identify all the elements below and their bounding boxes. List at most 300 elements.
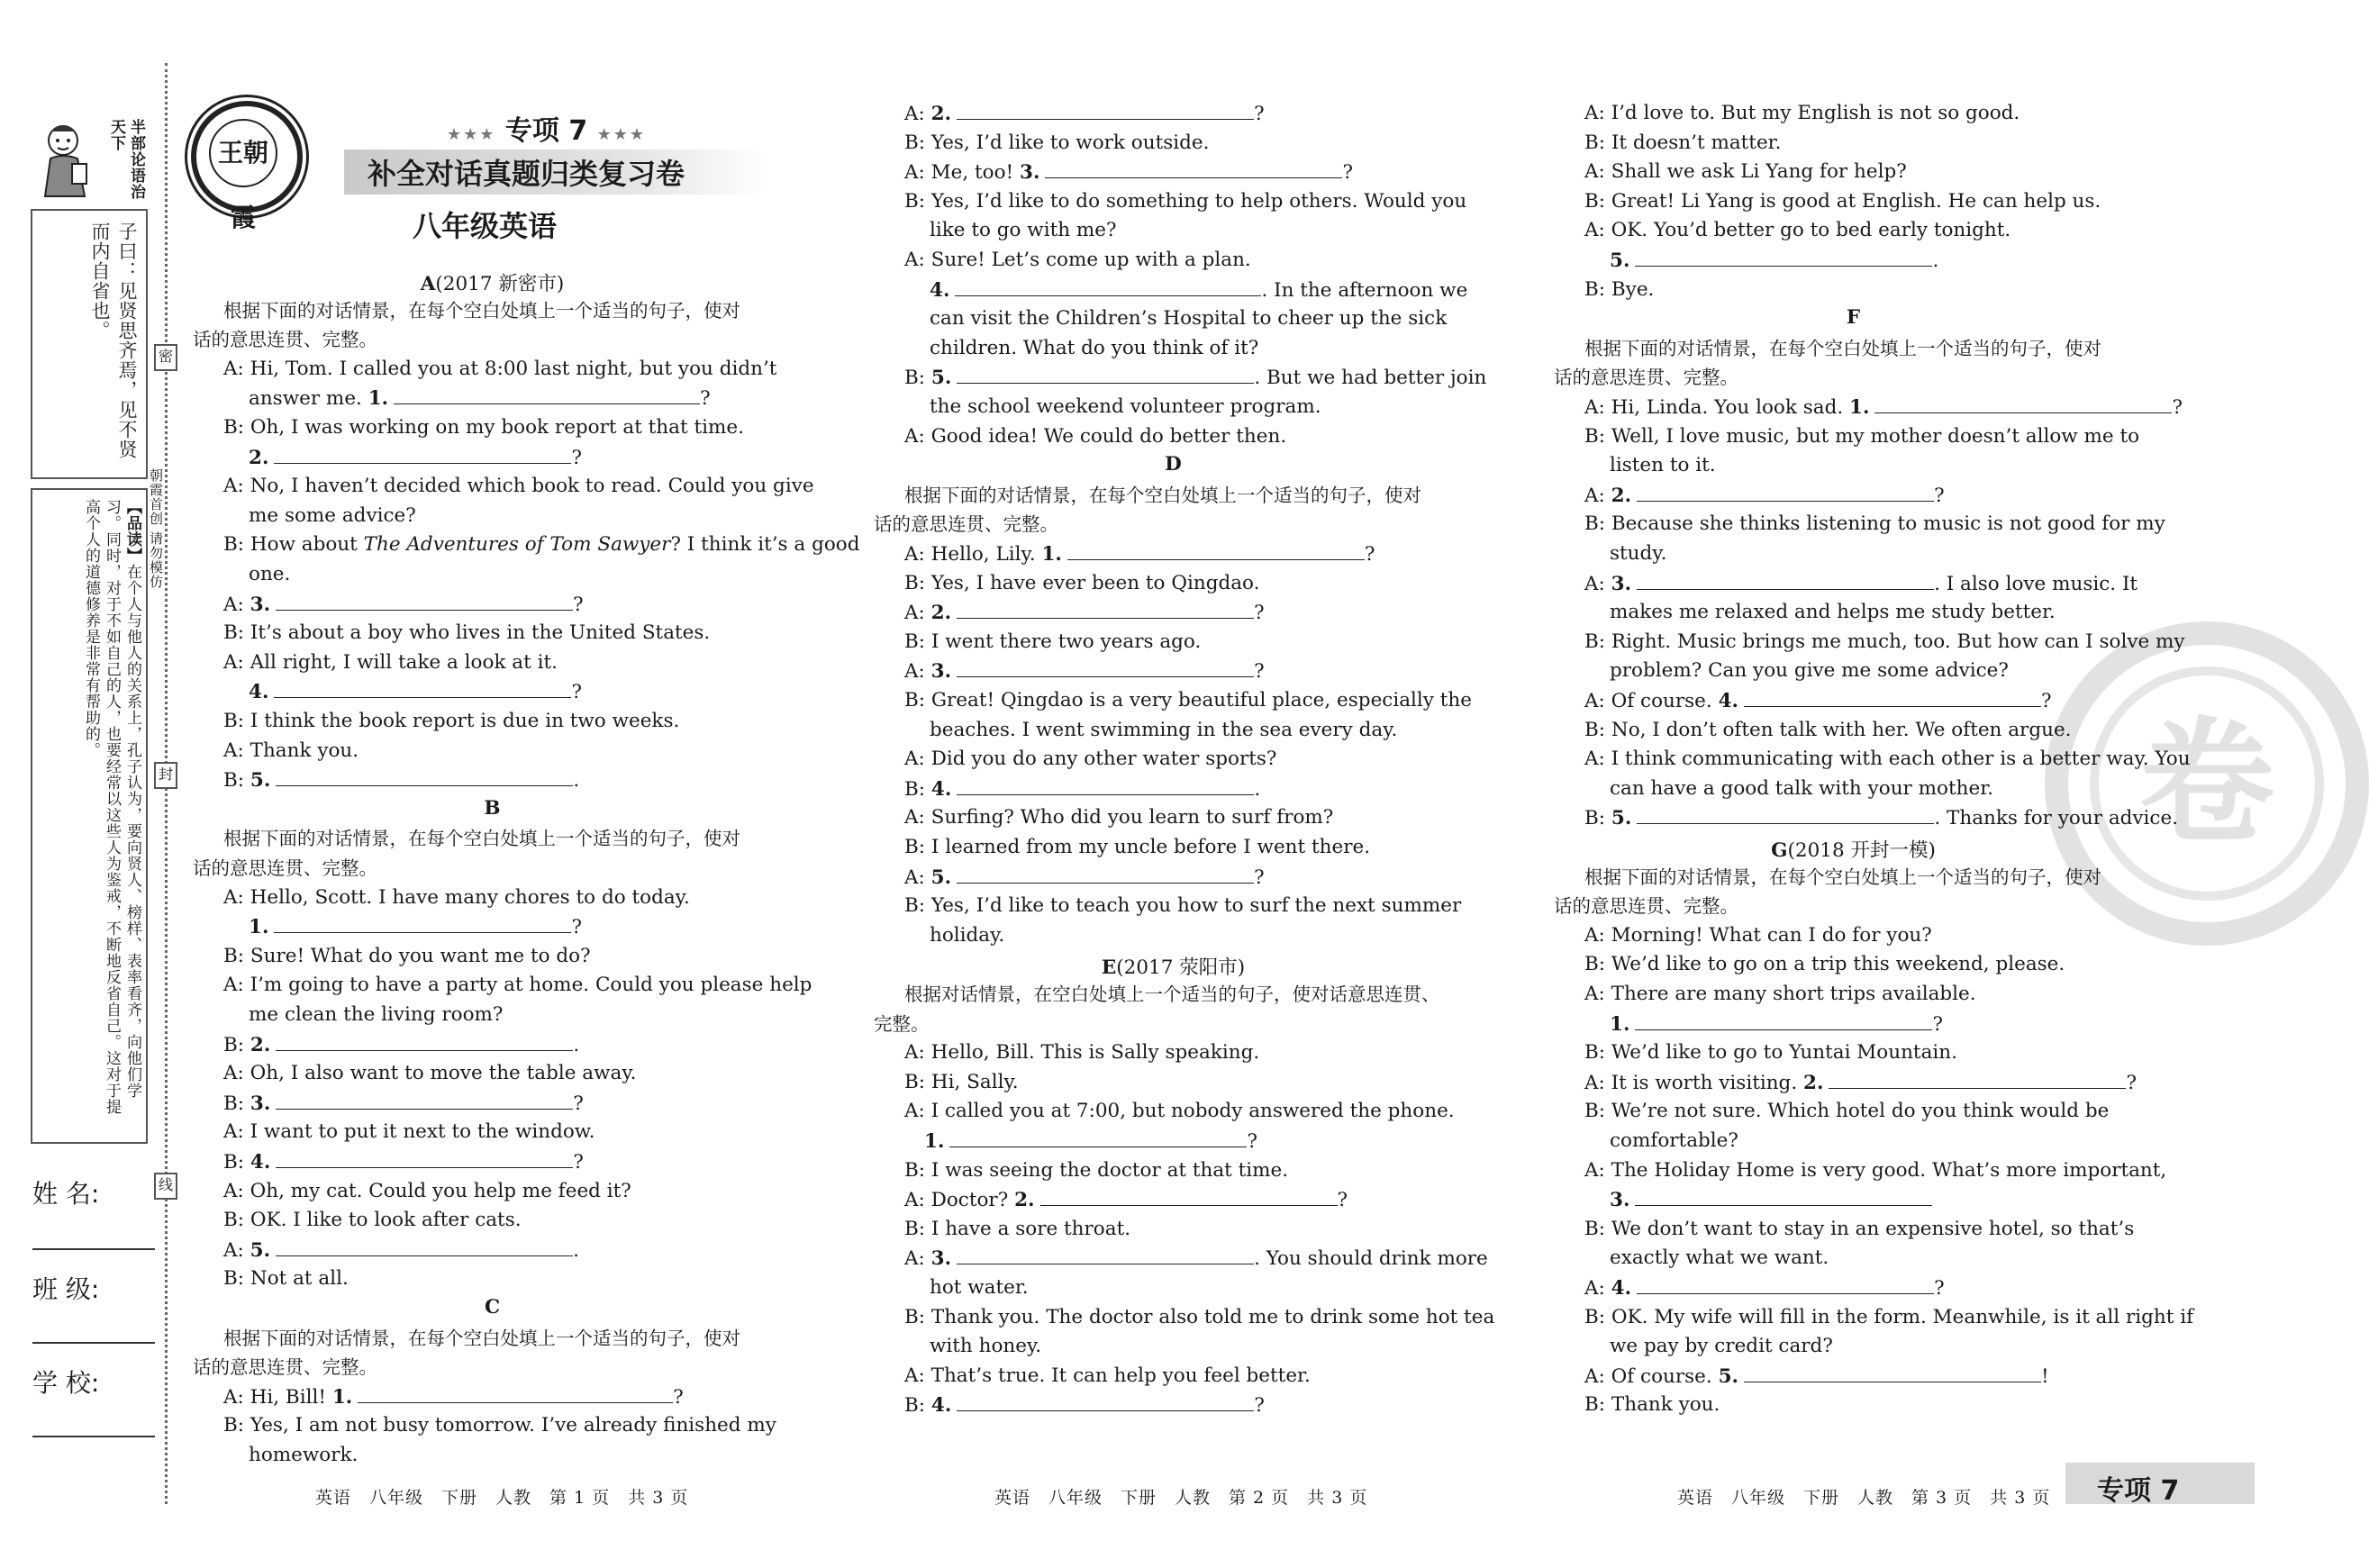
dialogue-line [1584,923,1932,948]
dialogue-text: me clean the living room? [249,1003,504,1026]
answer-blank[interactable] [1040,1187,1338,1206]
blank-number: 5. [1610,249,1630,272]
dialogue-line [930,336,1258,361]
dialogue-line [904,1392,1265,1418]
school-field-label: 学 校: [32,1368,100,1398]
dialogue-text: B: Bye. [1584,277,1655,301]
dialogue-text: A: [1584,572,1611,595]
dialogue-line [1584,1217,2134,1242]
dialogue-line [223,739,359,764]
dialogue-line [223,1208,522,1233]
dialogue-line [223,1237,579,1264]
answer-blank[interactable] [1744,688,2041,707]
answer-blank[interactable] [949,1128,1247,1147]
blank-number: 5. [930,866,952,889]
instruction-line: 根据下面的对话情景，在每个空白处填上一个适当的句子，使对 [1584,337,2101,359]
dialogue-text: A: [904,660,931,684]
dialogue-text: A: Oh, my cat. Could you help me feed it? [223,1179,631,1202]
footer-page-2: 英语 八年级 下册 人教 第 2 页 共 3 页 [994,1488,1368,1508]
dialogue-text: ? [1364,543,1375,566]
dialogue-text: ? [2172,396,2183,419]
dialogue-text: B: Oh, I was working on my book report at that time. [223,416,744,439]
dialogue-line [1584,189,2101,214]
dialogue-text: homework. [249,1444,359,1466]
dialogue-text: study. [1610,542,1667,565]
blank-number: 4. [1611,1277,1632,1300]
dialogue-line [924,1128,1257,1155]
answer-blank[interactable] [394,385,700,404]
dialogue-text: comfortable? [1610,1129,1738,1152]
dialogue-text: hot water. [930,1276,1029,1299]
dialogue-line [1584,101,2020,126]
dialogue-line [249,1443,358,1468]
section-letter: D [1165,453,1182,476]
stars-right-icon: ★★★ [596,125,647,144]
answer-blank[interactable] [274,679,571,698]
brand-logo-text: 王朝霞 [209,119,277,187]
dialogue-text: A: Hello, Scott. I have many chores to do today. [223,885,690,909]
dialogue-line [1584,688,2052,714]
section-heading [1554,306,2153,329]
dialogue-text: A: Of course. [1584,690,1719,712]
blank-number: 1. [1610,1012,1630,1036]
dialogue-line [904,541,1375,567]
answer-blank[interactable] [358,1384,673,1403]
dialogue-text: A: Morning! What can I do for you? [1584,923,1932,947]
section-heading [193,797,792,820]
dialogue-line [904,424,1286,449]
dialogue-text: ? [1934,484,1945,507]
page-subtitle: 八年级英语 [413,209,558,243]
dialogue-text: A: [904,1247,931,1271]
answer-blank[interactable] [276,1091,573,1110]
dialogue-text: A: [904,602,931,625]
footer-page-3: 英语 八年级 下册 人教 第 3 页 共 3 页 [1677,1488,2051,1508]
dialogue-text: A: All right, I will take a look at it. [223,650,558,674]
dialogue-text: ? [1337,1189,1348,1212]
dialogue-text: A: Hello, Bill. This is Sally speaking. [904,1041,1260,1065]
dialogue-text: B: We’re not sure. Which hotel do you think would be [1584,1100,2110,1123]
dialogue-line [930,1334,1041,1359]
dialogue-text: B: Thank you. The doctor also told me to drink some hot tea [904,1305,1495,1328]
answer-blank[interactable] [957,865,1254,884]
footer-page-1: 英语 八年级 下册 人教 第 1 页 共 3 页 [315,1488,689,1508]
blank-number: 5. [1611,807,1632,830]
dialogue-text: B: [1584,807,1611,830]
dialogue-line [1584,747,2191,772]
dialogue-line [1610,600,2056,625]
dialogue-text: A: I’d love to. But my English is not so good. [1584,102,2020,124]
dialogue-line [930,394,1321,420]
dialogue-line [223,592,584,618]
dialogue-text: the school weekend volunteer program. [930,395,1321,418]
section-heading [874,453,1473,476]
dialogue-text: like to go with me? [930,219,1117,242]
reading-box [31,488,148,1144]
dialogue-line [904,1187,1348,1213]
dialogue-line [904,747,1276,772]
seal-char-3: 线 [154,1173,177,1200]
dialogue-text: ? [571,916,582,939]
brand-vertical: 朝霞首创 请勿模仿 [148,468,164,589]
reading-text: 在个人与他人的关系上，孔子认为，要向贤人、榜样、表率看齐，向他们学习。同时，对于不如自己的人，也要经常以这些人为鉴戒，不断地反省自己。这对于提高个人的道德修养是非常有帮助的。 [82,499,141,1115]
dialogue-line [904,1099,1455,1124]
answer-blank[interactable] [1874,394,2172,413]
dialogue-line [1610,541,1666,566]
answer-blank[interactable] [274,445,571,464]
blank-number: 3. [930,660,952,684]
dialogue-text: B: [904,777,931,801]
dialogue-text: B: [223,769,250,793]
instruction-line: 根据下面的对话情景，在每个空白处填上一个适当的句子，使对 [1584,866,2101,888]
dialogue-line [904,805,1333,830]
dialogue-line [930,277,1467,304]
dialogue-text: . [573,1033,580,1056]
dialogue-text: can visit the Children’s Hospital to cheer up the sick [930,307,1448,331]
instruction-line: 根据对话情景，在空白处填上一个适当的句子，使对话意思连贯、 [904,983,1440,1005]
dialogue-text: . [1932,249,1939,272]
dialogue-line [223,767,579,793]
dialogue-text: A: Hi, Tom. I called you at 8:00 last night, but you didn’t [223,357,777,380]
dialogue-line [223,1091,584,1117]
blank-number: 5. [1718,1364,1739,1388]
dialogue-line [930,218,1117,243]
instruction-line: 完整。 [874,1012,930,1035]
dialogue-text: A: [223,1238,250,1262]
dialogue-text: A: That’s true. It can help you feel better. [904,1364,1311,1387]
dialogue-text: . [573,1238,579,1262]
dialogue-line [1584,1099,2109,1124]
dialogue-line [904,1246,1488,1272]
dialogue-line [1584,1364,2049,1390]
answer-blank[interactable] [1635,248,1932,267]
blank-number: 4. [930,278,950,302]
blank-number: 1. [1041,543,1062,566]
dialogue-text: A: The Holiday Home is very good. What’s more important, [1584,1158,2167,1182]
dialogue-text: B: Yes, I’d like to do something to help others. Would you [904,189,1467,213]
dialogue-text: ? [1932,1012,1943,1036]
dialogue-text: B: It doesn’t matter. [1584,131,1782,154]
dialogue-text: B: Yes, I’d like to work outside. [904,131,1210,154]
dialogue-line [904,600,1265,626]
instruction-line: 根据下面的对话情景，在每个空白处填上一个适当的句子，使对 [904,484,1421,506]
dialogue-line [223,474,814,499]
dialogue-text: A: I want to put it next to the window. [223,1120,595,1144]
answer-blank[interactable] [957,658,1254,677]
blank-number: 2. [1611,484,1632,507]
dialogue-text: A: Good idea! We could do better then. [904,424,1287,448]
dialogue-line [1584,805,2178,831]
dialogue-line [223,885,690,911]
section-letter: A [420,273,436,295]
section-source: (2018 开封一模) [1787,839,1936,862]
answer-blank[interactable] [276,1237,573,1256]
dialogue-text: . I also love music. It [1934,572,2138,595]
dialogue-text: B: Sure! What do you want me to do? [223,944,591,967]
dialogue-line [904,776,1260,802]
dialogue-line [1610,248,1938,274]
blank-number: 3. [930,1247,952,1271]
blank-number: 3. [250,593,271,616]
dialogue-text: ? [571,681,582,704]
dialogue-line [1584,982,1976,1007]
dialogue-text: B: OK. I like to look after cats. [223,1209,522,1232]
dialogue-text: B: Because she thinks listening to music is not good for my [1584,512,2165,536]
instruction-line: 话的意思连贯、完整。 [193,1356,377,1379]
dialogue-text: B: Yes, I’d like to teach you how to surf the next summer [904,894,1462,918]
blank-number: 4. [930,777,952,801]
dialogue-text: B: Right. Music brings me much, too. But how can I solve my [1584,630,2185,653]
answer-blank[interactable] [1637,571,1934,590]
answer-blank[interactable] [957,1246,1254,1264]
quote-box [31,209,148,479]
dialogue-line [223,1119,595,1145]
blank-number: 1. [249,916,269,939]
dialogue-text: we pay by credit card? [1610,1335,1833,1358]
dialogue-line [1610,1011,1943,1038]
dialogue-text: A: OK. You’d better go to bed early tonight. [1584,219,2011,242]
answer-blank[interactable] [276,1032,573,1051]
dialogue-text: ? [1254,866,1265,889]
dialogue-text: A: Of course. [1584,1364,1719,1388]
dialogue-line [223,415,744,440]
dialogue-line [904,101,1265,127]
project-text: 专项 7 [504,115,588,147]
dialogue-text: B: [223,1033,250,1056]
section-letter: G [1771,839,1788,862]
dialogue-line [930,923,1004,948]
dialogue-text: B: Yes, I am not busy tomorrow. I’ve already finished my [223,1414,776,1437]
dialogue-line [904,1040,1259,1065]
dialogue-text: B: I think the book report is due in two weeks. [223,710,680,732]
section-letter: F [1846,306,1861,330]
dialogue-text: exactly what we want. [1610,1246,1829,1270]
dialogue-line [930,306,1447,331]
answer-blank[interactable] [1637,483,1934,502]
dialogue-text: . In the afternoon we [1261,278,1468,302]
dialogue-line [223,1266,349,1292]
blank-number: 4. [249,681,269,704]
dialogue-text: A: [904,866,931,889]
confucius-quote: 子曰：见贤思齐焉，见不贤而内自省也。 [89,222,138,459]
school-field-line[interactable] [32,1436,155,1437]
answer-blank[interactable] [276,1149,573,1168]
dialogue-text: one. [249,563,291,585]
answer-blank[interactable] [1637,1275,1934,1294]
instruction-line: 话的意思连贯、完整。 [1554,367,1738,389]
dialogue-line [1584,1305,2193,1330]
answer-blank[interactable] [1067,541,1365,560]
dialogue-line [1584,1275,1945,1301]
dialogue-text: ? I think it’s a good [670,533,860,557]
dialogue-line [249,679,582,705]
dialogue-text: A: Shall we ask Li Yang for help? [1584,160,1907,184]
dialogue-line [904,131,1209,156]
dialogue-line [1584,718,2072,743]
dialogue-text: A: No, I haven’t decided which book to read. Could you give [223,475,814,498]
dialogue-text: . [573,769,580,793]
blank-number: 4. [930,1394,952,1418]
dialogue-text: A: Hi, Linda. You look sad. [1584,396,1850,419]
dialogue-text: ? [1254,103,1265,125]
blank-number: 1. [924,1130,945,1153]
motto-vertical: 半部论语治天下 [107,119,145,200]
corner-label: 专项 7 [2097,1475,2180,1507]
dialogue-text: ? [673,1385,684,1409]
dialogue-text: A: [904,103,931,125]
dialogue-line [904,865,1265,891]
dialogue-line [904,1364,1311,1389]
answer-blank[interactable] [1635,1187,1932,1206]
blank-number: 2. [249,446,269,469]
answer-blank[interactable] [955,277,1261,296]
dialogue-text: with honey. [930,1335,1042,1358]
answer-blank[interactable] [1637,805,1934,824]
blank-number: 2. [930,602,952,625]
seal-char-1: 密 [154,344,177,371]
dialogue-line [249,503,416,529]
dialogue-line [1584,131,1781,156]
blank-number: 2. [1014,1189,1035,1212]
dialogue-text: children. What do you think of it? [930,336,1259,359]
answer-blank[interactable] [1829,1070,2126,1089]
section-letter: B [484,796,501,820]
dialogue-line [904,1305,1494,1330]
answer-blank[interactable] [957,365,1254,384]
dialogue-line [1584,1392,1720,1418]
dialogue-line [1584,952,2065,977]
answer-blank[interactable] [1635,1011,1932,1030]
dialogue-line [1584,1158,2166,1183]
dialogue-text: A: Did you do any other water sports? [904,748,1277,771]
section-heading [874,952,1473,980]
blank-number: 2. [1803,1071,1824,1094]
blank-number: 2. [250,1033,271,1056]
blank-number: 5. [250,1238,271,1262]
section-heading [1554,835,2153,863]
dialogue-text: . Thanks for your advice. [1934,807,2179,830]
dialogue-text: makes me relaxed and helps me study better. [1610,601,2056,624]
dialogue-text: A: Doctor? [904,1189,1015,1212]
name-field-line[interactable] [32,1248,155,1250]
seal-char-2: 封 [154,762,177,789]
blank-number: 4. [1718,690,1739,712]
answer-blank[interactable] [957,101,1254,120]
blank-number: 3. [1611,572,1632,595]
secret-stamp-char: 卷 [2090,666,2324,901]
dialogue-text: ? [1254,602,1265,625]
dialogue-line [1610,776,1993,802]
dialogue-text: A: Hi, Bill! [223,1385,332,1409]
dialogue-line [904,688,1472,713]
dialogue-line [223,709,679,734]
answer-blank[interactable] [957,1392,1254,1411]
section-heading [193,268,792,296]
name-field-label: 姓 名: [32,1179,100,1209]
answer-blank[interactable] [274,914,571,933]
dialogue-text: B: Yes, I have ever been to Qingdao. [904,571,1260,594]
dialogue-text: B: [904,1394,931,1418]
dialogue-line [904,1070,1019,1095]
dialogue-line [1584,394,2183,421]
section-letter: E [1101,956,1117,980]
dialogue-text: ? [573,593,584,616]
dialogue-line [1610,453,1716,478]
dialogue-line [904,365,1486,391]
dialogue-text: A: Surfing? Who did you learn to surf from? [904,806,1334,829]
dialogue-text: ? [1934,1277,1945,1300]
answer-blank[interactable] [276,767,573,786]
dialogue-line [904,189,1466,214]
answer-blank[interactable] [1045,159,1342,178]
class-field-line[interactable] [32,1342,155,1344]
dialogue-line [223,621,710,646]
dialogue-text: beaches. I went swimming in the sea every day. [930,718,1398,741]
dialogue-line [904,248,1251,273]
dialogue-line [249,914,582,940]
blank-number: 1. [1849,396,1870,419]
dialogue-line [904,571,1259,596]
confucius-cartoon-icon [36,119,92,196]
dialogue-line [904,835,1370,860]
dialogue-text: holiday. [930,923,1005,947]
blank-number: 5. [930,367,952,390]
blank-number: 5. [250,769,271,793]
dialogue-text: ? [571,446,582,469]
dialogue-text: A: I think communicating with each other is a better way. You [1584,748,2191,771]
dialogue-text: . But we had better join [1254,367,1487,390]
dialogue-text: A: Me, too! [904,161,1021,185]
section-letter: C [484,1296,501,1319]
dialogue-line [1610,1334,1833,1359]
class-field-label: 班 级: [32,1274,100,1304]
instruction-line: 根据下面的对话情景，在每个空白处填上一个适当的句子，使对 [223,828,740,850]
answer-blank[interactable] [276,592,573,611]
dialogue-line [904,893,1461,919]
dialogue-text: A: Sure! Let’s come up with a plan. [904,249,1251,271]
answer-blank[interactable] [957,600,1254,619]
answer-blank[interactable] [957,776,1254,795]
dialogue-line [223,532,859,557]
page-title: 补全对话真题归类复习卷 [368,157,685,191]
dialogue-line [904,1217,1130,1242]
dialogue-line [223,1179,631,1204]
blank-number: 4. [250,1151,271,1174]
dialogue-text: A: Thank you. [223,739,359,762]
blank-number: 3. [250,1092,271,1115]
dialogue-text: A: Hello, Lily. [904,543,1042,566]
book-title: The Adventures of Tom Sawyer [363,533,671,557]
dialogue-text: B: I was seeing the doctor at that time. [904,1158,1289,1182]
dialogue-line [1584,424,2139,449]
dialogue-line [1610,658,2009,684]
dialogue-text: A: [1584,1277,1611,1300]
dialogue-text: ? [1254,660,1265,684]
dialogue-text: B: I went there two years ago. [904,630,1202,653]
dialogue-line [904,159,1353,186]
dialogue-line [223,357,776,382]
answer-blank[interactable] [1744,1364,2041,1382]
dialogue-line [1584,571,2138,597]
dialogue-text: A: It is worth visiting. [1584,1071,1803,1094]
dialogue-text: . [1254,777,1261,801]
blank-number: 1. [331,1385,353,1409]
instruction-line: 根据下面的对话情景，在每个空白处填上一个适当的句子，使对 [223,1327,740,1349]
dialogue-line [223,1384,684,1410]
dialogue-line [223,944,591,969]
section-source: (2017 荥阳市) [1116,956,1246,980]
dialogue-line [930,718,1397,743]
